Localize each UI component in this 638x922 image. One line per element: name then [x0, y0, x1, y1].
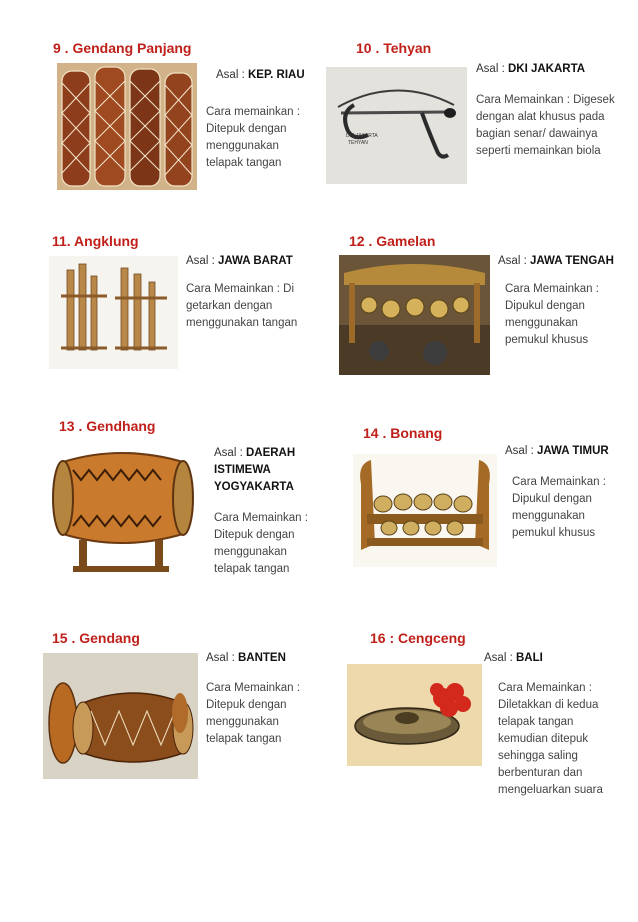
bonang-photo	[353, 454, 497, 567]
item-12-title: 12 . Gamelan	[349, 233, 436, 249]
tehyan-photo	[326, 67, 467, 184]
item-11-how: Cara Memainkan : Di getarkan dengan menggunakan tangan	[186, 283, 298, 329]
item-13-origin: Asal : DAERAH ISTIMEWA YOGYAKARTA	[214, 447, 296, 493]
angklung-photo	[49, 256, 178, 369]
item-10-title: 10 . Tehyan	[356, 40, 432, 56]
item-15-title: 15 . Gendang	[52, 630, 140, 646]
item-16-title: 16 : Cengceng	[370, 630, 466, 646]
item-11-origin: Asal : JAWA BARAT	[186, 255, 293, 267]
svg-text:TEHYAN: TEHYAN	[348, 140, 368, 146]
gendhang-photo	[43, 440, 199, 581]
item-12-how: Cara Memainkan : Dipukul dengan menggunakan pemukul khusus	[505, 283, 599, 346]
item-16-how: Cara Memainkan : Diletakkan di kedua telapak tangan kemudian ditepuk sehingga saling berbenturan dan mengeluarkan suara	[498, 682, 603, 796]
item-13-how: Cara Memainkan : Ditepuk dengan menggunakan telapak tangan	[214, 512, 308, 575]
svg-text:DKI JAKARTA: DKI JAKARTA	[346, 133, 378, 139]
cengceng-photo	[347, 664, 482, 766]
item-16-origin: Asal : BALI	[484, 652, 543, 664]
item-15-how: Cara Memainkan : Ditepuk dengan menggunakan telapak tangan	[206, 682, 300, 745]
item-11-title: 11. Angklung	[52, 233, 139, 249]
item-10-how: Cara Memainkan : Digesek dengan alat khusus pada bagian senar/ dawainya seperti memainkan biola	[476, 94, 615, 157]
item-10-origin: Asal : DKI JAKARTA	[476, 63, 586, 75]
item-14-title: 14 . Bonang	[363, 425, 443, 441]
item-13-title: 13 . Gendhang	[59, 418, 156, 434]
item-14-origin: Asal : JAWA TIMUR	[505, 445, 609, 457]
gamelan-photo	[339, 255, 490, 375]
item-9-how: Cara memainkan : Ditepuk dengan menggunakan telapak tangan	[206, 106, 300, 169]
item-9-title: 9 . Gendang Panjang	[53, 40, 192, 56]
item-9-origin: Asal : KEP. RIAU	[216, 69, 305, 81]
item-15-origin: Asal : BANTEN	[206, 652, 286, 664]
gendang-photo	[43, 653, 198, 779]
gendang-panjang-photo	[57, 63, 197, 190]
item-12-origin: Asal : JAWA TENGAH	[498, 255, 614, 267]
item-14-how: Cara Memainkan : Dipukul dengan menggunakan pemukul khusus	[512, 476, 606, 539]
